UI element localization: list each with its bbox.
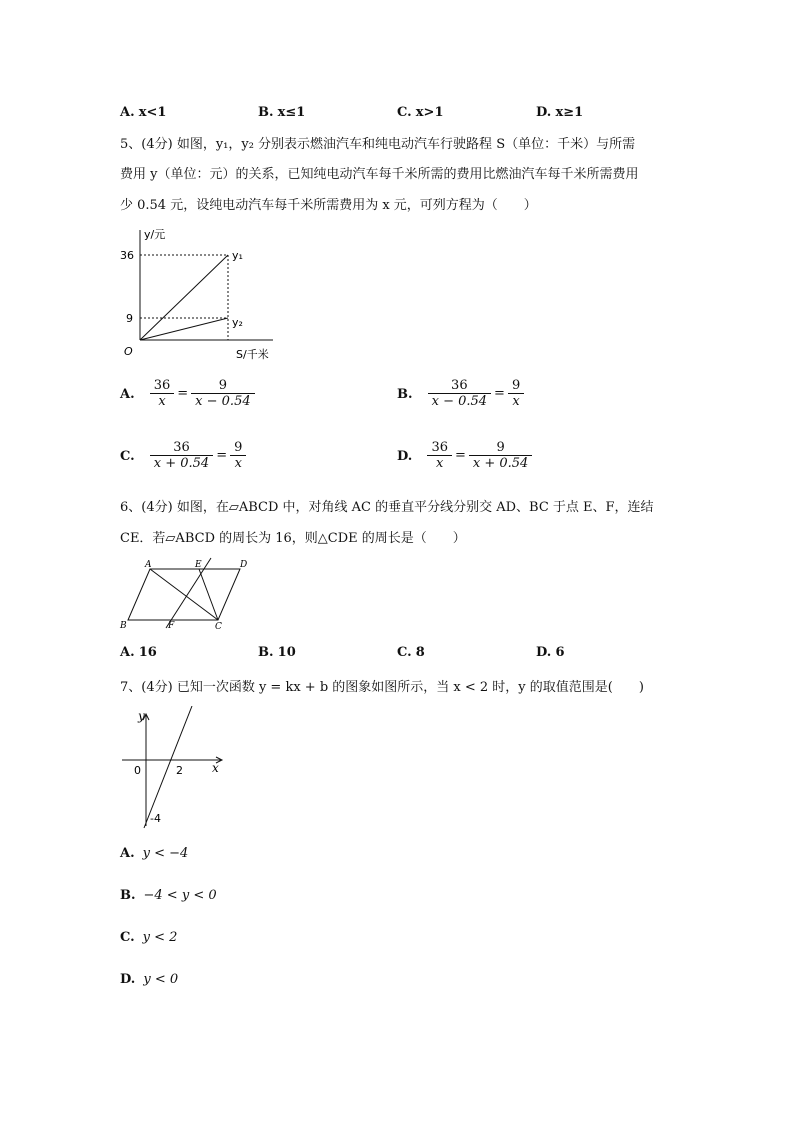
q6-label-c: C bbox=[215, 622, 222, 632]
q7-label-minus4: -4 bbox=[150, 812, 161, 825]
q5-stem-line1: 5、(4分) 如图，y₁，y₂ 分别表示燃油汽车和纯电动汽车行驶路程 S（单位：千米）与所需 bbox=[120, 137, 636, 152]
q6-label-d: D bbox=[240, 560, 248, 570]
q7-option-b: B. −4 < y < 0 bbox=[120, 888, 217, 903]
q6-label-b: B bbox=[120, 621, 127, 631]
q6-figure bbox=[116, 556, 258, 632]
q4-option-c: C. x>1 bbox=[397, 105, 444, 120]
q7-label-two: 2 bbox=[176, 764, 183, 777]
q5-tick-9: 9 bbox=[126, 312, 133, 325]
q7-label-y: y bbox=[138, 709, 145, 723]
q5-stem-line3: 少 0.54 元，设纯电动汽车每千米所需费用为 x 元，可列方程为（ ） bbox=[120, 198, 537, 213]
q5-figure bbox=[118, 222, 288, 364]
q5-line-y2 bbox=[140, 318, 228, 340]
q7-stem: 7、(4分) 已知一次函数 y = kx + b 的图象如图所示，当 x < 2 时，y 的取值范围是( ) bbox=[120, 680, 644, 695]
q5-y-label: y/元 bbox=[144, 228, 166, 241]
q7-option-a: A. y < −4 bbox=[120, 846, 189, 861]
q5-tick-36: 36 bbox=[120, 249, 134, 262]
q6-label-f: F bbox=[168, 621, 175, 631]
q5-option-a: A. $\frac{36}{x}$ = $\frac{9}{x - 0.54}$ bbox=[120, 378, 255, 409]
q6-option-a: A. 16 bbox=[120, 645, 157, 660]
q7-label-zero: 0 bbox=[134, 764, 141, 777]
q5-option-b: B. $\frac{36}{x - 0.54}$ = $\frac{9}{x}$ bbox=[397, 378, 524, 409]
q5-label-y2: y₂ bbox=[232, 316, 243, 329]
q4-option-a: A. x<1 bbox=[120, 105, 167, 120]
q6-option-c: C. 8 bbox=[397, 645, 425, 660]
q5-option-d: D. $\frac{36}{x}$ = $\frac{9}{x + 0.54}$ bbox=[397, 440, 532, 471]
q7-option-d: D. y < 0 bbox=[120, 972, 179, 987]
q5-option-c: C. $\frac{36}{x + 0.54}$ = $\frac{9}{x}$ bbox=[120, 440, 246, 471]
q5-line-y1 bbox=[140, 255, 228, 340]
q5-origin: O bbox=[124, 345, 133, 358]
q6-stem-line1: 6、(4分) 如图，在▱ABCD 中，对角线 AC 的垂直平分线分别交 AD、BC 于点 E、F，连结 bbox=[120, 500, 654, 515]
q6-label-e: E bbox=[195, 560, 202, 570]
q5-label-y1: y₁ bbox=[232, 249, 243, 262]
q6-option-d: D. 6 bbox=[536, 645, 565, 660]
q4-option-b: B. x≤1 bbox=[258, 105, 306, 120]
q4-option-d: D. x≥1 bbox=[536, 105, 584, 120]
q6-diagonal-ac bbox=[150, 569, 218, 620]
q7-function-line bbox=[144, 706, 192, 828]
q6-label-a: A bbox=[145, 560, 152, 570]
q5-x-label: S/千米 bbox=[236, 348, 269, 361]
q5-stem-line2: 费用 y（单位：元）的关系，已知纯电动汽车每千米所需的费用比燃油汽车每千米所需费用 bbox=[120, 167, 639, 182]
q6-option-b: B. 10 bbox=[258, 645, 296, 660]
q7-figure bbox=[118, 706, 228, 834]
q7-label-x: x bbox=[212, 761, 219, 775]
q7-option-c: C. y < 2 bbox=[120, 930, 178, 945]
q6-stem-line2: CE．若▱ABCD 的周长为 16，则△CDE 的周长是（ ） bbox=[120, 531, 466, 546]
